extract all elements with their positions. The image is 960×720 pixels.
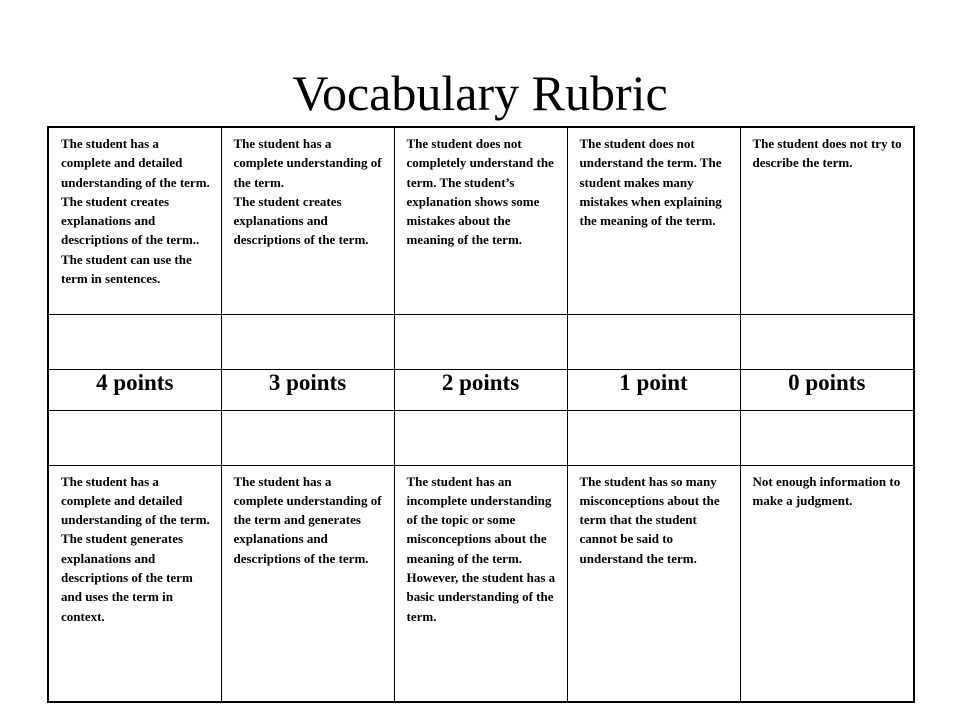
blank-cell [221,314,394,369]
top-description-row [48,127,914,314]
points-label-2: 2 points [394,369,567,410]
bottom-description-cell-4 [48,465,221,702]
blank-cell [567,314,740,369]
points-label-4: 4 points [48,369,221,410]
blank-cell [394,410,567,465]
bottom-description-2-points: The student has an incomplete understanding of the topic or some misconceptions about the meaning of the term. However, the student has a basic understanding of the term. [406,473,556,624]
top-description-0-points: The student does not try to describe the term. [752,136,902,171]
top-description-cell-1 [567,127,740,314]
page-title: Vocabulary Rubric [292,65,668,121]
top-description-cell-4 [48,127,221,314]
blank-row-lower [48,410,914,465]
blank-row-upper [48,314,914,369]
top-description-cell-2 [394,127,567,314]
bottom-description-cell-1 [567,465,740,702]
bottom-description-0-points: Not enough information to make a judgment. [752,473,901,508]
bottom-description-row [48,465,914,702]
blank-cell [48,410,221,465]
points-row [48,369,914,410]
bottom-description-1-point: The student has so many misconceptions about the term that the student cannot be said to understand the term. [579,473,720,566]
rubric-table [47,126,915,703]
top-description-cell-0 [740,127,914,314]
top-description-2-points: The student does not completely understand the term. The student’s explanation shows some mistakes about the meaning of the term. [406,136,554,248]
bottom-description-cell-3 [221,465,394,702]
points-label-3: 3 points [221,369,394,410]
bottom-description-cell-2 [394,465,567,702]
blank-cell [567,410,740,465]
bottom-description-4-points: The student has a complete and detailed understanding of the term. The student generates explanations and descriptions of the term and uses the term in context. [61,473,210,624]
bottom-description-3-points: The student has a complete understanding of the term and generates explanations and descriptions of the term. [233,473,382,566]
blank-cell [394,314,567,369]
top-description-cell-3 [221,127,394,314]
points-label-1: 1 point [567,369,740,410]
top-description-4-points: The student has a complete and detailed understanding of the term. The student creates explanations and descriptions of the term.. The student can use the term in sentences. [61,136,210,287]
bottom-description-cell-0 [740,465,914,702]
points-label-0: 0 points [740,369,914,410]
blank-cell [740,314,914,369]
blank-cell [740,410,914,465]
top-description-1-point: The student does not understand the term. The student makes many mistakes when explaining the meaning of the term. [579,136,722,229]
blank-cell [48,314,221,369]
top-description-3-points: The student has a complete understanding of the term. The student creates explanations and descriptions of the term. [233,136,382,248]
blank-cell [221,410,394,465]
